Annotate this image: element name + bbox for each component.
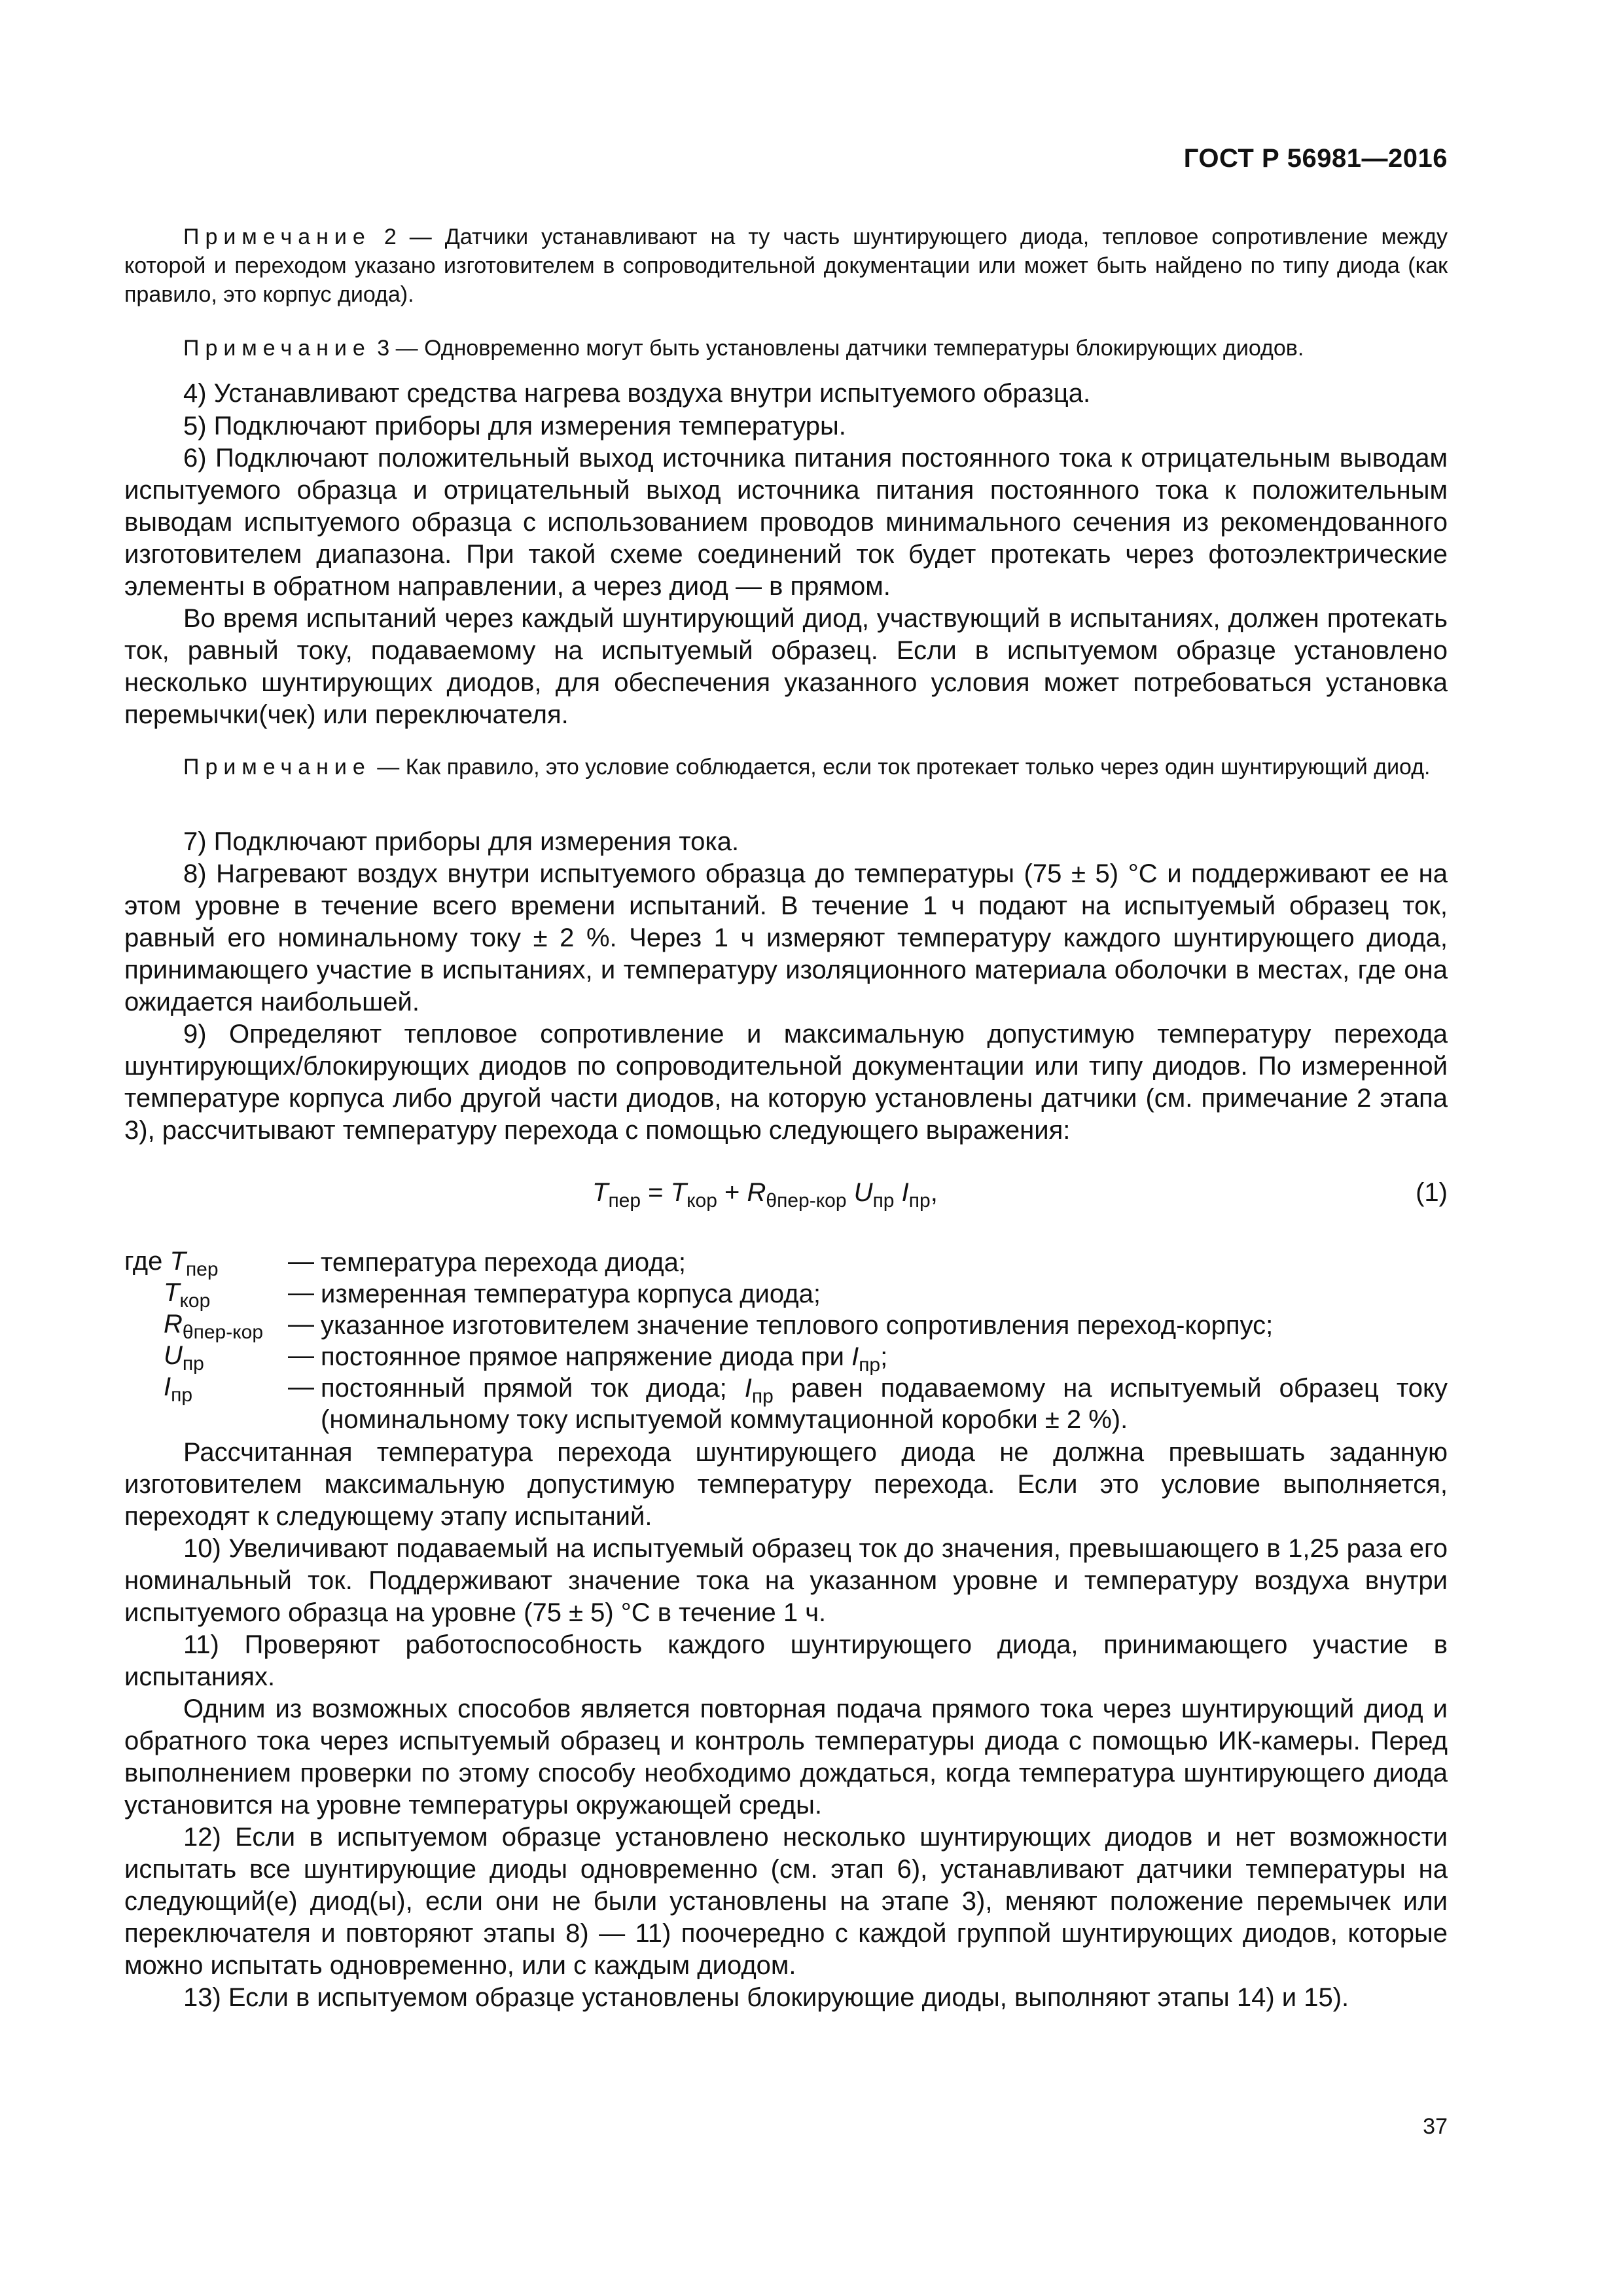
step-9-conclusion: Рассчитанная температура перехода шунтирующего диода не должна превышать заданную изготовителем максимальную допустимую температуру перехода. Если это условие выполняется, переходят к следующему этапу испытаний. bbox=[124, 1438, 1448, 1531]
definition-symbol: где $T_{пер}$ bbox=[124, 1247, 219, 1280]
note-text: — Как правило, это условие соблюдается, если ток протекает только через один шунтирующий диод. bbox=[377, 755, 1431, 780]
definition-text: указанное изготовителем значение теплового сопротивления переход-корпус; bbox=[321, 1311, 1274, 1340]
note-label: Примечание bbox=[183, 755, 371, 780]
note-3 bbox=[124, 334, 1448, 363]
definition-text: постоянный прямой ток диода; $I_{пр}$ равен подаваемому на испытуемый образец току (номинальному току испытуемой коммутационной коробки ± 2 %). bbox=[321, 1374, 1448, 1434]
definition-text: измеренная температура корпуса диода; bbox=[321, 1280, 821, 1308]
note-unnumbered bbox=[124, 753, 1448, 781]
step-12: 12) Если в испытуемом образце установлено несколько шунтирующих диодов и нет возможности испытать все шунтирующие диоды одновременно (см. этап 6), устанавливают датчики температуры на следующий(е) диод(ы), если они не были установлены на этапе 3), меняют положение перемычек или переключателя и повторяют этапы 8) — 11) поочередно с каждой группой шунтирующих диодов, которые можно испытать одновременно, или с каждым диодом. bbox=[124, 1823, 1448, 1980]
step-8: 8) Нагревают воздух внутри испытуемого образца до температуры (75 ± 5) °С и поддерживают ее на этом уровне в течение всего времени испытаний. В течение 1 ч подают на испытуемый образец ток, равный его номинальному току ± 2 %. Через 1 ч измеряют температуру каждого шунтирующего диода, принимающего участие в испытаниях, и температуру изоляционного материала оболочки в местах, где она ожидается наибольшей. bbox=[124, 859, 1448, 1016]
document-code: ГОСТ Р 56981—2016 bbox=[1183, 144, 1448, 173]
note-text: — Одновременно могут быть установлены датчики температуры блокирующих диодов. bbox=[395, 336, 1304, 361]
step-5: 5) Подключают приборы для измерения температуры. bbox=[183, 412, 846, 440]
step-9: 9) Определяют тепловое сопротивление и максимальную допустимую температуру перехода шунтирующих/блокирующих диодов по сопроводительной документации или типу диодов. По измеренной температуре корпуса либо другой части диодов, на которую установлены датчики (см. примечание 2 этапа 3), рассчитывают температуру перехода с помощью следующего выражения: bbox=[124, 1020, 1448, 1145]
definition-symbol: $I_{пр}$ bbox=[164, 1372, 193, 1406]
formula-1 bbox=[0, 1178, 1623, 1217]
step-6: 6) Подключают положительный выход источника питания постоянного тока к отрицательным выводам испытуемого образца и отрицательный выход источника питания постоянного тока к положительным выводам испытуемого образца с использованием проводов минимального сечения из рекомендованного изготовителем диапазона. При такой схеме соединений ток будет протекать через фотоэлектрические элементы в обратном направлении, а через диод — в прямом. bbox=[124, 444, 1448, 601]
definition-symbol: $U_{пр}$ bbox=[164, 1341, 204, 1374]
step-11-method: Одним из возможных способов является повторная подача прямого тока через шунтирующий диод и обратного тока через испытуемый образец и контроль температуры диода с помощью ИК-камеры. Перед выполнением проверки по этому способу необходимо дождаться, когда температура шунтирующего диода установится на уровне температуры окружающей среды. bbox=[124, 1695, 1448, 1820]
definition-row: $I_{пр}$ — постоянный прямой ток диода; $I_{пр}$ равен подаваемому на испытуемый образец току (номинальному току испытуемой коммутационной коробки ± 2 %). bbox=[164, 1372, 1448, 1434]
definition-text: температура перехода диода; bbox=[321, 1248, 686, 1277]
page-number: 37 bbox=[1423, 2114, 1448, 2139]
note-2 bbox=[124, 223, 1448, 309]
note-label: Примечание bbox=[183, 224, 371, 249]
definition-symbol: $R_{\theta пер-кор}$ bbox=[164, 1310, 264, 1343]
formula-number: (1) bbox=[1416, 1178, 1448, 1207]
definition-row: где $T_{пер}$ — температура перехода диода; bbox=[124, 1247, 1448, 1278]
definition-row: $U_{пр}$ — постоянное прямое напряжение диода при $I_{пр}$; bbox=[124, 1341, 1448, 1372]
note-number: 2 bbox=[383, 224, 397, 249]
note-label: Примечание bbox=[183, 336, 371, 361]
formula-definitions bbox=[124, 1247, 1448, 1435]
formula-expression: $T_{пер} = T_{кор} + R_{\theta пер-кор}$ $U_{пр}$ $I_{пр}$, bbox=[592, 1178, 938, 1211]
definition-row: $T_{кор}$ — измеренная температура корпуса диода; bbox=[124, 1278, 1448, 1310]
definition-symbol: $T_{кор}$ bbox=[164, 1278, 211, 1312]
step-4: 4) Устанавливают средства нагрева воздуха внутри испытуемого образца. bbox=[183, 379, 1091, 408]
step-11: 11) Проверяют работоспособность каждого шунтирующего диода, принимающего участие в испытаниях. bbox=[124, 1630, 1448, 1691]
step-10: 10) Увеличивают подаваемый на испытуемый образец ток до значения, превышающего в 1,25 раза его номинальный ток. Поддерживают значение тока на указанном уровне и температуру воздуха внутри испытуемого образца на уровне (75 ± 5) °С в течение 1 ч. bbox=[124, 1534, 1448, 1627]
note-text: — Датчики устанавливают на ту часть шунтирующего диода, тепловое сопротивление между которой и переходом указано изготовителем в сопроводительной документации или может быть найдено по типу диода (как правило, это корпус диода). bbox=[124, 224, 1448, 307]
step-13: 13) Если в испытуемом образце установлены блокирующие диоды, выполняют этапы 14) и 15). bbox=[183, 1983, 1349, 2012]
definition-text: постоянное прямое напряжение диода при $I_{пр}$; bbox=[321, 1342, 888, 1376]
definition-row: $R_{\theta пер-кор}$ — указанное изготовителем значение теплового сопротивления переход-корпус; bbox=[124, 1310, 1448, 1341]
note-number: 3 bbox=[377, 336, 390, 361]
step-7: 7) Подключают приборы для измерения тока. bbox=[183, 827, 740, 856]
step-6-continuation: Во время испытаний через каждый шунтирующий диод, участвующий в испытаниях, должен протекать ток, равный току, подаваемому на испытуемый образец. Если в испытуемом образце установлено несколько шунтирующих диодов, для обеспечения указанного условия может потребоваться установка перемычки(чек) или переключателя. bbox=[124, 604, 1448, 729]
